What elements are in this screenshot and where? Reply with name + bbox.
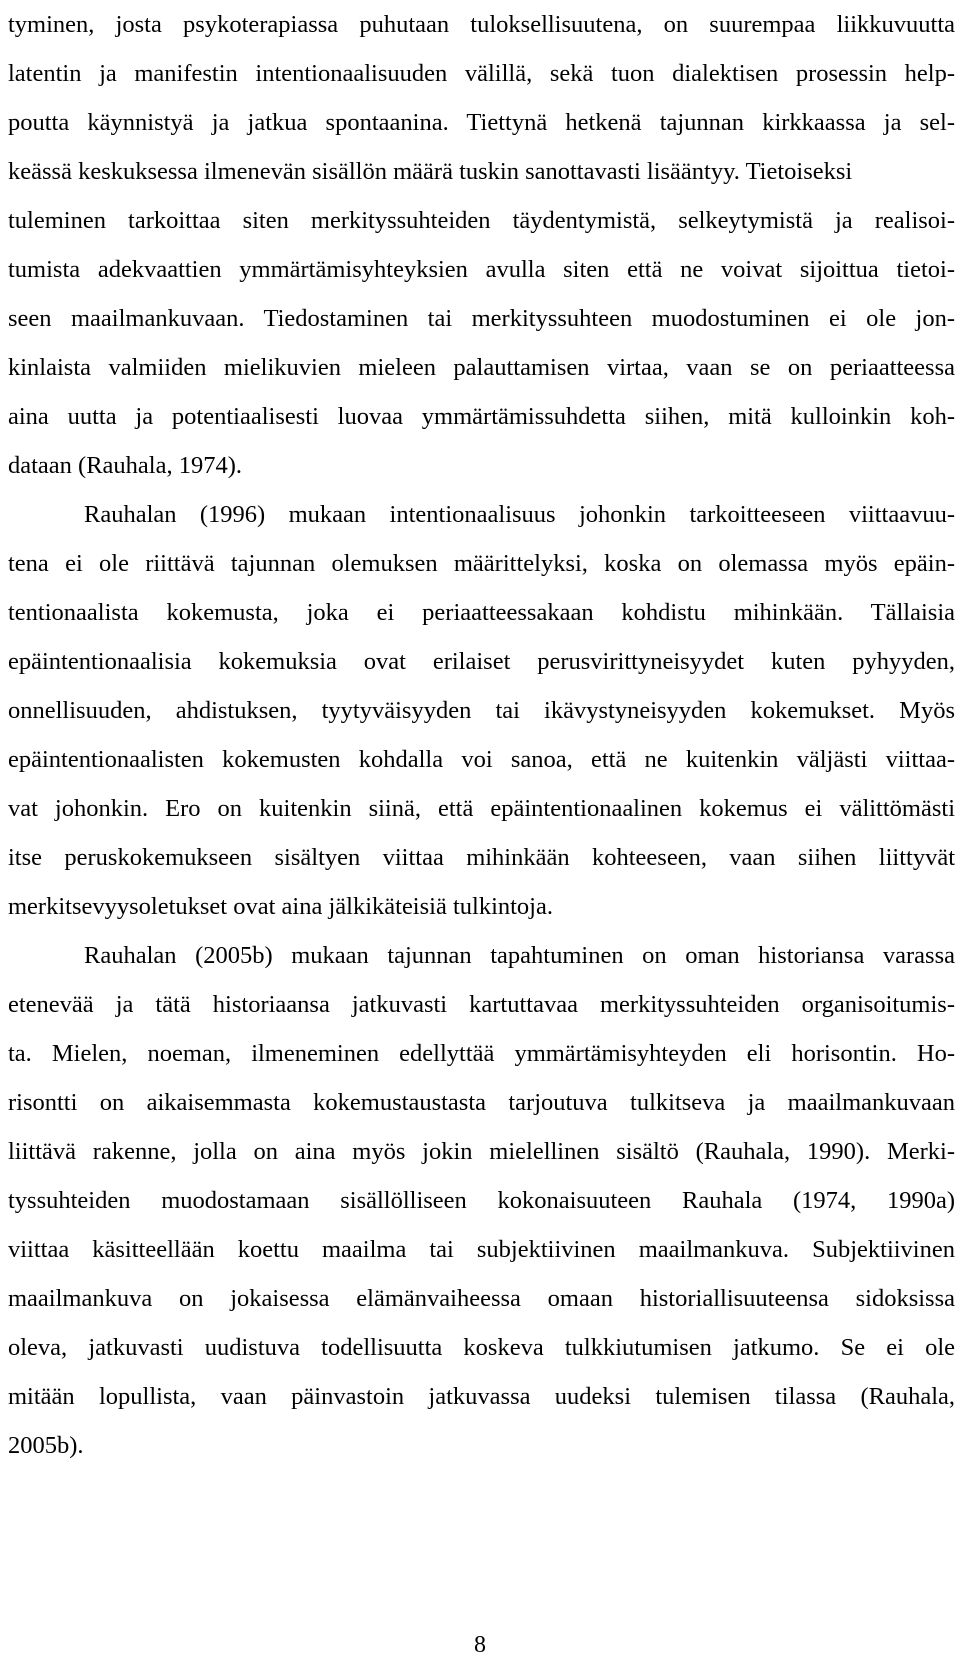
text-line: kinlaista valmiiden mielikuvien mieleen palauttamisen virtaa, vaan se on periaatteessa [8, 354, 955, 381]
text-line: 2005b). [8, 1432, 84, 1459]
text-line: Rauhalan (1996) mukaan intentionaalisuus johonkin tarkoitteeseen viittaavuu- [84, 501, 955, 528]
text-line: aina uutta ja potentiaalisesti luovaa ymmärtämissuhdetta siihen, mitä kulloinkin koh- [8, 403, 955, 430]
text-line: tena ei ole riittävä tajunnan olemuksen määrittelyksi, koska on olemassa myös epäin- [8, 550, 955, 577]
text-line: vat johonkin. Ero on kuitenkin siinä, että epäintentionaalinen kokemus ei välittömästi [8, 795, 955, 822]
text-line: epäintentionaalisia kokemuksia ovat erilaiset perusvirittyneisyydet kuten pyhyyden, [8, 648, 955, 675]
text-line: tumista adekvaattien ymmärtämisyhteyksien avulla siten että ne voivat sijoittua tietoi- [8, 256, 955, 283]
text-line-part: keässä keskuksessa ilmenevän sisällön määrä tuskin sanottavasti lisääntyy. [8, 158, 740, 185]
text-line: itse peruskokemukseen sisältyen viittaa mihinkään kohteeseen, vaan siihen liittyvät [8, 844, 955, 871]
page-number: 8 [474, 1632, 486, 1658]
text-line: tentionaalista kokemusta, joka ei periaatteessakaan kohdistu mihinkään. Tällaisia [8, 599, 955, 626]
text-line: latentin ja manifestin intentionaalisuuden välillä, sekä tuon dialektisen prosessin help- [8, 60, 955, 87]
text-line: etenevää ja tätä historiaansa jatkuvasti kartuttavaa merkityssuhteiden organisoitumis- [8, 991, 955, 1018]
text-line: ta. Mielen, noeman, ilmeneminen edellyttää ymmärtämisyhteyden eli horisontin. Ho- [8, 1040, 955, 1067]
text-line: tyminen, josta psykoterapiassa puhutaan tuloksellisuutena, on suurempaa liikkuvuutta [8, 11, 955, 38]
text-line: risontti on aikaisemmasta kokemustaustasta tarjoutuva tulkitseva ja maailmankuvaan [8, 1089, 955, 1116]
text-line-part: Tietoiseksi [745, 158, 853, 185]
text-line [8, 147, 955, 196]
text-line: onnellisuuden, ahdistuksen, tyytyväisyyden tai ikävystyneisyyden kokemukset. Myös [8, 697, 955, 724]
text-line: oleva, jatkuvasti uudistuva todellisuutta koskeva tulkkiutumisen jatkumo. Se ei ole [8, 1334, 955, 1361]
text-line: Rauhalan (2005b) mukaan tajunnan tapahtuminen on oman historiansa varassa [84, 942, 955, 969]
text-line: mitään lopullista, vaan päinvastoin jatkuvassa uudeksi tulemisen tilassa (Rauhala, [8, 1383, 955, 1410]
text-line: maailmankuva on jokaisessa elämänvaiheessa omaan historiallisuuteensa sidoksissa [8, 1285, 955, 1312]
text-line: merkitsevyysoletukset ovat aina jälkikäteisiä tulkintoja. [8, 893, 553, 920]
text-line: poutta käynnistyä ja jatkua spontaanina. Tiettynä hetkenä tajunnan kirkkaassa ja sel- [8, 109, 955, 136]
text-line: tuleminen tarkoittaa siten merkityssuhteiden täydentymistä, selkeytymistä ja realisoi- [8, 207, 955, 234]
text-line: liittävä rakenne, jolla on aina myös jokin mielellinen sisältö (Rauhala, 1990). Merki- [8, 1138, 955, 1165]
text-line: viittaa käsitteellään koettu maailma tai subjektiivinen maailmankuva. Subjektiivinen [8, 1236, 955, 1263]
text-line: dataan (Rauhala, 1974). [8, 452, 243, 479]
text-line: epäintentionaalisten kokemusten kohdalla voi sanoa, että ne kuitenkin väljästi viittaa- [8, 746, 955, 773]
body-text [8, 0, 955, 1470]
text-line: seen maailmankuvaan. Tiedostaminen tai merkityssuhteen muodostuminen ei ole jon- [8, 305, 955, 332]
text-line: tyssuhteiden muodostamaan sisällölliseen kokonaisuuteen Rauhala (1974, 1990a) [8, 1187, 955, 1214]
